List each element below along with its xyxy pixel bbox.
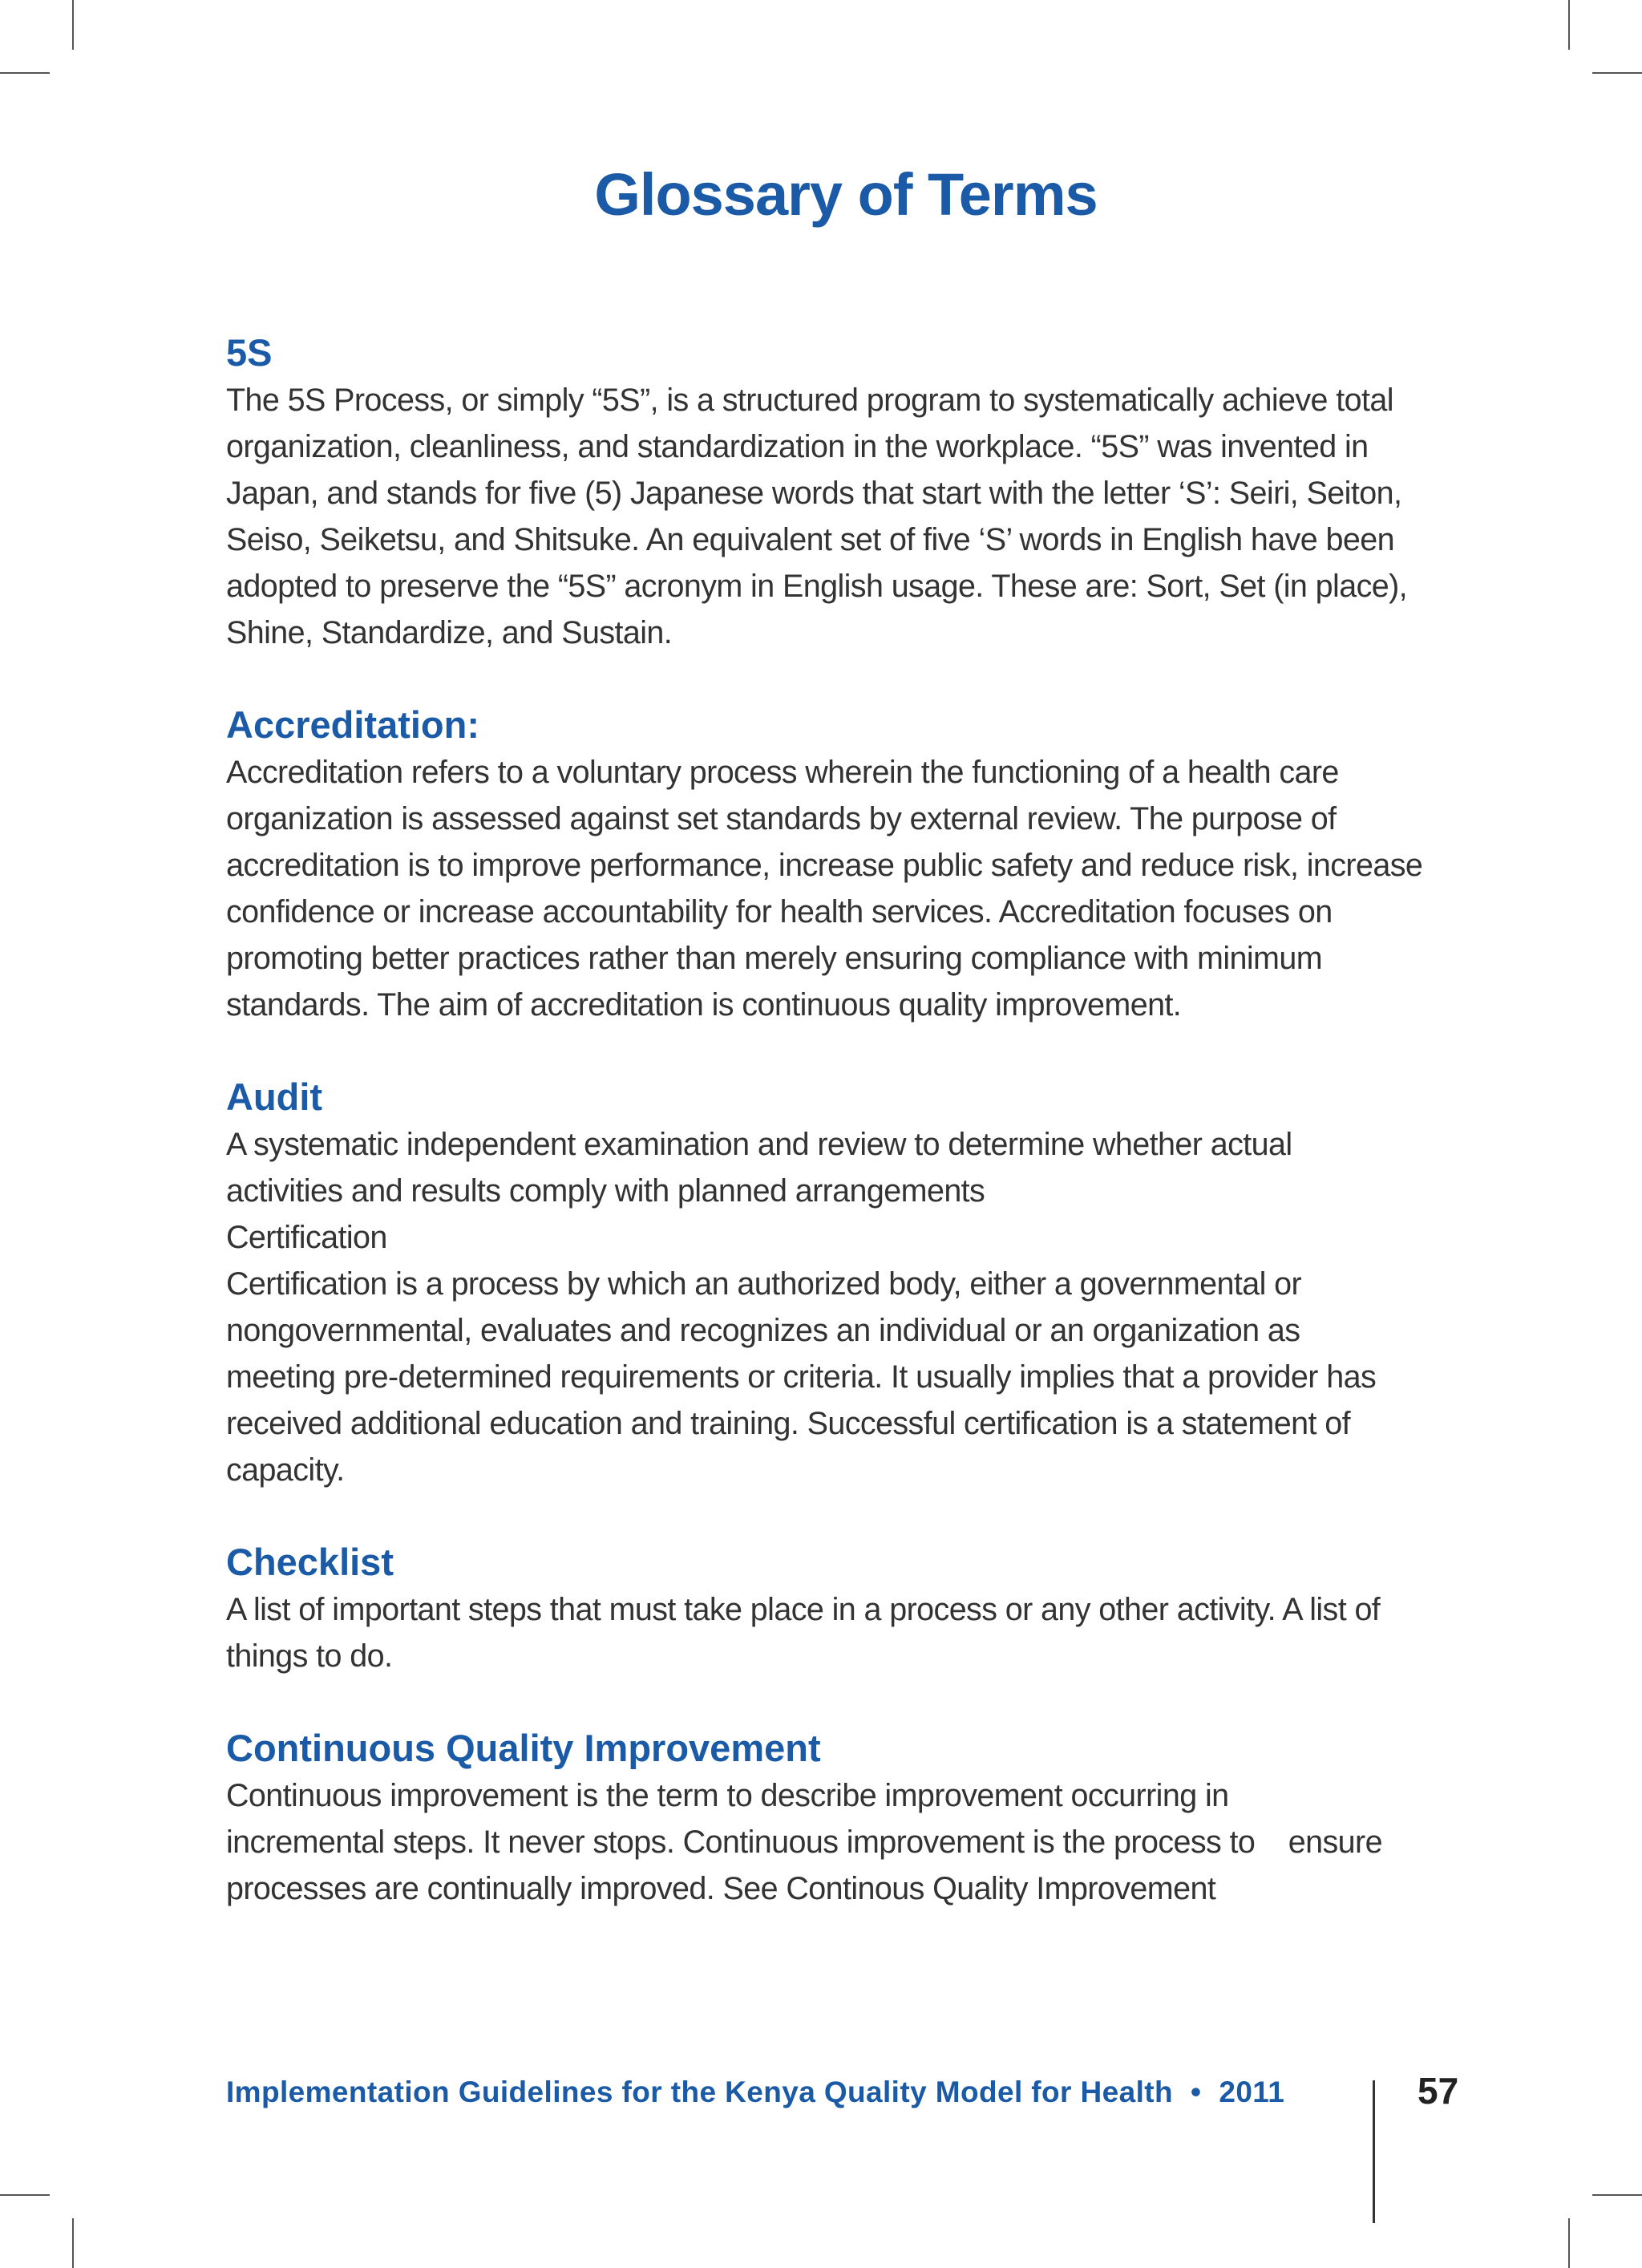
glossary-term: Checklist bbox=[226, 1541, 394, 1583]
glossary-entry-audit bbox=[226, 1073, 1477, 1493]
definition-line: Continuous improvement is the term to describe improvement occurring in bbox=[226, 1778, 1229, 1813]
definition-line: The 5S Process, or simply “5S”, is a structured program to systematically achieve total bbox=[226, 383, 1393, 418]
crop-mark-top-right-horizontal bbox=[1592, 72, 1642, 74]
glossary-entry-checklist bbox=[226, 1538, 1477, 1679]
glossary-definition bbox=[226, 1772, 1477, 1912]
definition-line: nongovernmental, evaluates and recognizes an individual or an organization as bbox=[226, 1313, 1300, 1348]
glossary-definition bbox=[226, 1586, 1477, 1679]
crop-mark-top-left-vertical bbox=[72, 0, 74, 50]
footer-year: 2011 bbox=[1219, 2076, 1285, 2108]
definition-line: Certification is a process by which an authorized body, either a governmental or bbox=[226, 1266, 1302, 1302]
glossary-term: Continuous Quality Improvement bbox=[226, 1727, 821, 1769]
glossary-definition bbox=[226, 1121, 1477, 1493]
definition-line: standards. The aim of accreditation is continuous quality improvement. bbox=[226, 987, 1182, 1023]
glossary-term: Audit bbox=[226, 1075, 323, 1118]
crop-mark-top-right-vertical bbox=[1568, 0, 1570, 50]
definition-line: Japan, and stands for five (5) Japanese words that start with the letter ‘S’: Seiri, Seiton, bbox=[226, 476, 1402, 511]
page-title: Glossary of Terms bbox=[594, 161, 1098, 228]
definition-line: A systematic independent examination and review to determine whether actual bbox=[226, 1127, 1292, 1162]
definition-line: organization is assessed against set standards by external review. The purpose of bbox=[226, 801, 1337, 836]
definition-line: received additional education and training. Successful certification is a statement of bbox=[226, 1406, 1350, 1441]
crop-mark-top-left-horizontal bbox=[0, 72, 50, 74]
definition-line: Accreditation refers to a voluntary process wherein the functioning of a health care bbox=[226, 755, 1339, 790]
definition-line: meeting pre-determined requirements or criteria. It usually implies that a provider has bbox=[226, 1359, 1377, 1395]
crop-mark-bottom-right-horizontal bbox=[1592, 2194, 1642, 2196]
definition-line: Seiso, Seiketsu, and Shitsuke. An equivalent set of five ‘S’ words in English have been bbox=[226, 522, 1395, 557]
crop-mark-bottom-left-horizontal bbox=[0, 2194, 50, 2196]
definition-line: organization, cleanliness, and standardization in the workplace. “5S” was invented in bbox=[226, 429, 1369, 464]
glossary-term: Accreditation: bbox=[226, 703, 479, 746]
definition-line: Shine, Standardize, and Sustain. bbox=[226, 615, 673, 650]
glossary-definition bbox=[226, 749, 1477, 1028]
glossary-entry-accreditation bbox=[226, 701, 1477, 1028]
glossary-term: 5S bbox=[226, 331, 273, 374]
definition-line: A list of important steps that must take place in a process or any other activity. A list of bbox=[226, 1592, 1381, 1627]
page-number: 57 bbox=[1418, 2070, 1459, 2112]
definition-line: promoting better practices rather than merely ensuring compliance with minimum bbox=[226, 941, 1323, 976]
footer-divider bbox=[1373, 2080, 1375, 2223]
definition-line: capacity. bbox=[226, 1452, 345, 1488]
glossary-entry-continuous-quality-improvement bbox=[226, 1724, 1477, 1912]
definition-line: Certification bbox=[226, 1220, 387, 1255]
glossary-list bbox=[226, 329, 1477, 1957]
definition-line: activities and results comply with planned arrangements bbox=[226, 1173, 985, 1209]
definition-line: accreditation is to improve performance, increase public safety and reduce risk, increase bbox=[226, 848, 1423, 883]
crop-mark-bottom-left-vertical bbox=[72, 2218, 74, 2268]
footer-publication-title: Implementation Guidelines for the Kenya Quality Model for Health bbox=[226, 2076, 1173, 2108]
definition-line: incremental steps. It never stops. Continuous improvement is the process to ensure bbox=[226, 1825, 1382, 1860]
glossary-entry-5s bbox=[226, 329, 1477, 656]
definition-line: confidence or increase accountability for health services. Accreditation focuses on bbox=[226, 894, 1333, 929]
definition-line: processes are continually improved. See Continous Quality Improvement bbox=[226, 1871, 1216, 1906]
crop-mark-bottom-right-vertical bbox=[1568, 2218, 1570, 2268]
definition-line: things to do. bbox=[226, 1638, 393, 1674]
footer-publication-line bbox=[226, 2076, 1284, 2109]
glossary-definition bbox=[226, 377, 1477, 656]
definition-line: adopted to preserve the “5S” acronym in English usage. These are: Sort, Set (in place), bbox=[226, 569, 1408, 604]
footer-separator: • bbox=[1190, 2076, 1202, 2108]
